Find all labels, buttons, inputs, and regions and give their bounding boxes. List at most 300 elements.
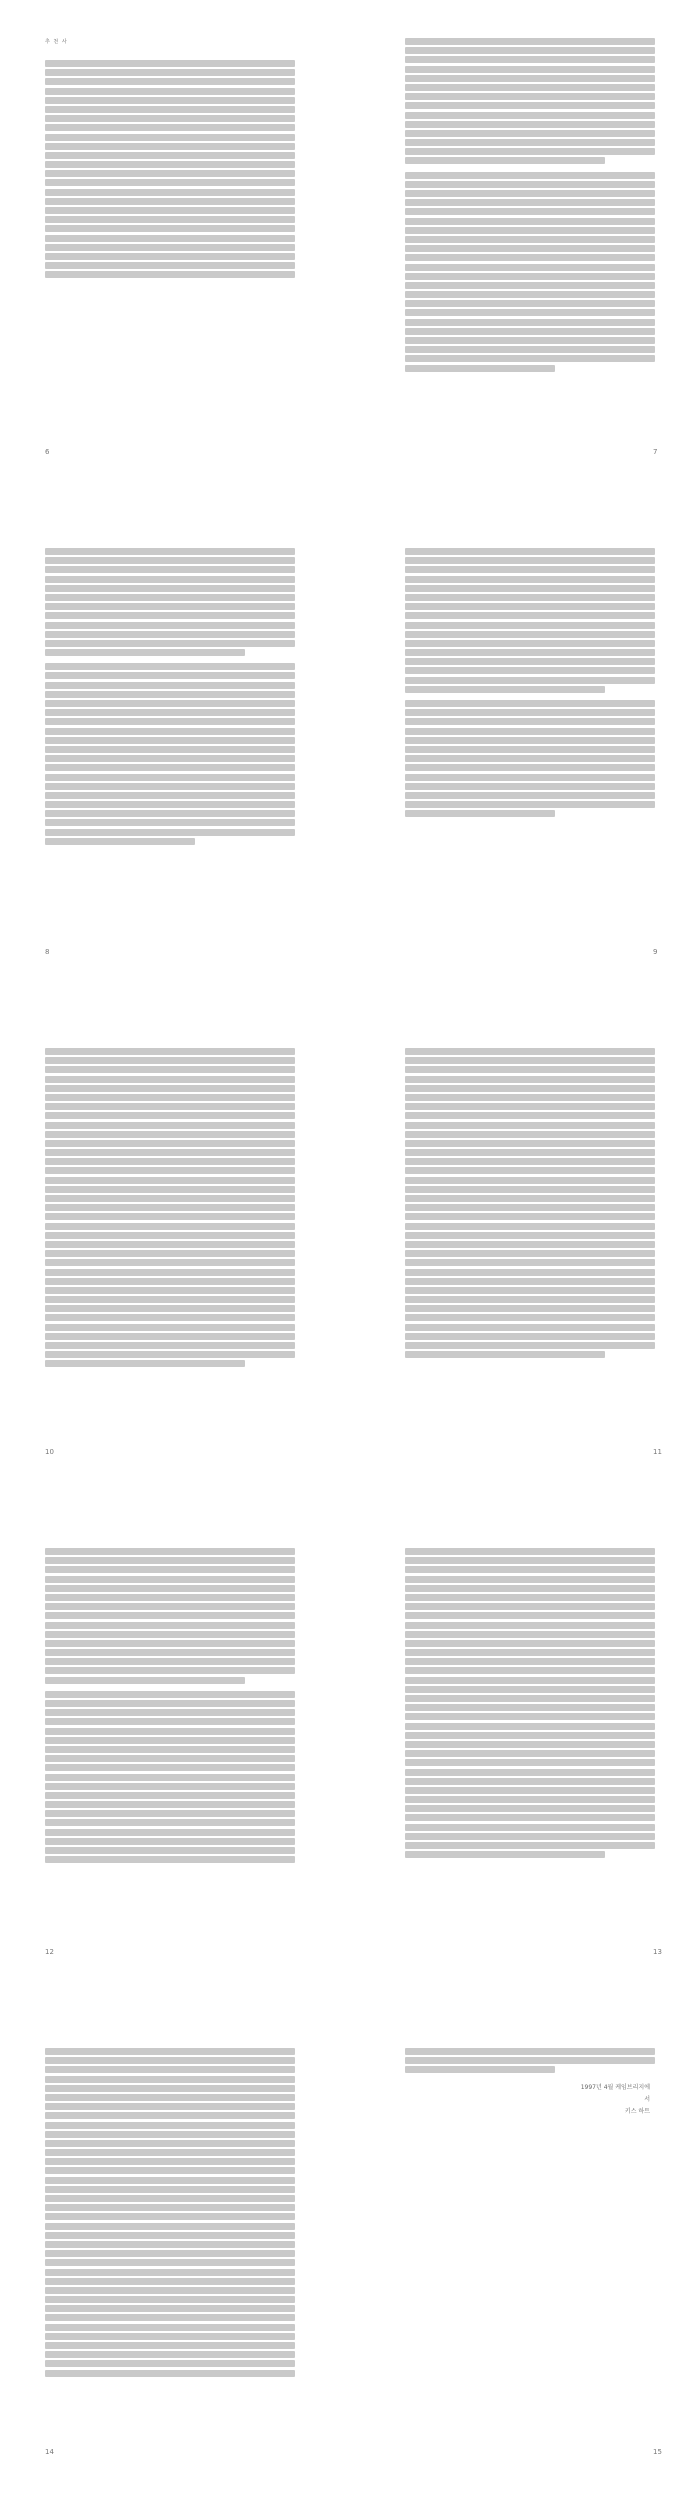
text-block [405,1548,655,1860]
text-line [405,667,655,674]
text-line [45,198,295,205]
text-line [45,216,295,223]
text-line [45,244,295,251]
text-line [45,594,295,601]
text-line [405,783,655,790]
text-line [45,682,295,689]
text-line [405,1167,655,1174]
text-line [45,1819,295,1826]
text-line [405,365,555,372]
text-line [45,1085,295,1092]
page-left [0,500,350,1000]
spread-5 [0,2000,700,2500]
text-line [45,1314,295,1321]
text-line [45,2370,295,2377]
text-line [45,1728,295,1735]
page-left [0,1500,350,2000]
text-line [45,253,295,260]
text-line [45,612,295,619]
text-block [45,2048,295,2379]
text-line [405,309,655,316]
text-line [45,1649,295,1656]
text-line [45,1250,295,1257]
text-line [45,603,295,610]
text-line [405,1769,655,1776]
text-line [45,262,295,269]
text-line [405,1842,655,1849]
text-line [405,1149,655,1156]
text-line [405,658,655,665]
text-line [405,1057,655,1064]
text-line [405,1667,655,1674]
text-block [405,38,655,374]
text-line [405,1278,655,1285]
text-line [45,663,295,670]
text-block [405,1048,655,1360]
text-line [405,1314,655,1321]
text-line [45,2158,295,2165]
spread-2 [0,500,700,1000]
text-line [405,1732,655,1739]
text-line [405,1232,655,1239]
text-line [45,1140,295,1147]
text-line [45,179,295,186]
text-line [405,1612,655,1619]
text-line [405,631,655,638]
text-line [45,2305,295,2312]
text-line [45,1631,295,1638]
text-line [45,2076,295,2083]
text-line [405,139,655,146]
text-line [405,1851,605,1858]
text-line [405,1094,655,1101]
page-left [0,1000,350,1500]
text-line [45,838,195,845]
text-line [405,1704,655,1711]
signoff-date: 1997년 4월 케임브리지에서 [580,2084,650,2103]
text-line [45,1557,295,1564]
text-line [405,700,655,707]
text-line [45,829,295,836]
text-line [45,649,245,656]
text-line [405,1296,655,1303]
text-line [405,737,655,744]
text-line [405,1351,605,1358]
text-line [405,190,655,197]
text-line [45,1167,295,1174]
text-line [405,38,655,45]
page-number: 13 [653,1948,662,1956]
text-line [45,189,295,196]
spread-3 [0,1000,700,1500]
text-line [45,170,295,177]
text-line [405,75,655,82]
text-line [45,1691,295,1698]
text-line [405,1213,655,1220]
text-line [405,746,655,753]
text-line [405,1649,655,1656]
text-line [45,2149,295,2156]
text-line [405,1048,655,1055]
text-line [45,737,295,744]
text-line [45,2094,295,2101]
text-line [405,227,655,234]
text-line [405,66,655,73]
text-line [45,2213,295,2220]
text-line [405,130,655,137]
text-line [45,622,295,629]
text-line [45,792,295,799]
text-line [45,1612,295,1619]
text-line [405,1658,655,1665]
text-line [45,1640,295,1647]
text-line [405,208,655,215]
text-line [45,718,295,725]
text-line [45,1333,295,1340]
text-line [45,1195,295,1202]
text-line [405,346,655,353]
text-line [45,1746,295,1753]
text-line [45,1764,295,1771]
text-line [45,1057,295,1064]
text-line [405,282,655,289]
text-line [405,1122,655,1129]
text-line [45,2269,295,2276]
text-line [45,1838,295,1845]
text-line [45,819,295,826]
text-line [45,78,295,85]
text-line [405,1140,655,1147]
text-line [45,2333,295,2340]
text-line [45,1296,295,1303]
text-line [405,622,655,629]
spread-1 [0,0,700,500]
text-line [405,585,655,592]
spread-4 [0,1500,700,2000]
text-line [45,1594,295,1601]
text-line [45,2278,295,2285]
text-line [45,691,295,698]
text-line [405,1342,655,1349]
text-line [45,2140,295,2147]
page-number: 10 [45,1448,54,1456]
text-line [45,2204,295,2211]
text-line [45,1076,295,1083]
text-line [405,1566,655,1573]
text-line [45,2103,295,2110]
text-line [405,801,655,808]
text-line [405,300,655,307]
page-right [350,500,700,1000]
text-line [405,774,655,781]
section-header: 추 천 사 [45,39,68,45]
page-number: 6 [45,448,50,456]
page-left [0,0,350,500]
text-line [405,1177,655,1184]
text-line [45,1342,295,1349]
text-line [405,792,655,799]
text-line [45,1223,295,1230]
text-line [45,728,295,735]
text-line [45,1066,295,1073]
text-line [45,1709,295,1716]
text-line [45,1177,295,1184]
text-line [45,1737,295,1744]
text-line [405,1103,655,1110]
text-line [405,337,655,344]
text-line [45,709,295,716]
text-line [405,47,655,54]
text-line [405,1805,655,1812]
page-right [350,0,700,500]
text-line [405,1548,655,1555]
text-line [45,1783,295,1790]
text-line [405,566,655,573]
text-line [45,1213,295,1220]
text-line [405,640,655,647]
text-line [45,2122,295,2129]
text-line [45,1603,295,1610]
text-line [45,566,295,573]
text-line [45,115,295,122]
text-line [45,1287,295,1294]
text-line [45,225,295,232]
text-line [405,1631,655,1638]
page-number: 9 [653,948,658,956]
text-line [405,245,655,252]
text-line [45,2085,295,2092]
text-line [405,1324,655,1331]
text-line [45,1700,295,1707]
text-line [405,93,655,100]
text-line [45,1755,295,1762]
text-line [45,810,295,817]
text-line [405,612,655,619]
text-block [45,548,295,847]
text-line [45,1241,295,1248]
text-line [45,2167,295,2174]
text-line [405,576,655,583]
text-line [405,1333,655,1340]
text-line [45,2360,295,2367]
text-line [45,548,295,555]
text-line [45,1269,295,1276]
text-line [45,2250,295,2257]
text-line [405,1195,655,1202]
text-line [45,1103,295,1110]
text-line [45,764,295,771]
text-line [45,1677,245,1684]
text-line [45,1548,295,1555]
text-line [405,1640,655,1647]
text-line [405,355,655,362]
text-line [45,2259,295,2266]
text-line [45,1856,295,1863]
page-right [350,2000,700,2500]
text-line [405,148,655,155]
text-line [405,1677,655,1684]
text-line [45,1204,295,1211]
text-line [45,106,295,113]
text-line [45,2186,295,2193]
text-line [45,1810,295,1817]
text-line [405,273,655,280]
text-block [405,2048,655,2076]
text-line [45,271,295,278]
text-line [405,2057,655,2064]
text-line [45,1112,295,1119]
text-line [45,88,295,95]
text-line [45,1131,295,1138]
text-line [45,2195,295,2202]
text-line [45,2287,295,2294]
text-line [405,1622,655,1629]
text-line [45,1667,295,1674]
text-line [45,1259,295,1266]
text-line [405,1585,655,1592]
text-line [405,1259,655,1266]
text-line [405,1158,655,1165]
text-line [405,1750,655,1757]
text-line [405,1076,655,1083]
text-line [405,1085,655,1092]
text-line [405,603,655,610]
text-line [45,143,295,150]
text-line [45,1829,295,1836]
text-line [45,1792,295,1799]
text-line [45,2342,295,2349]
text-line [405,2048,655,2055]
page-number: 14 [45,2448,54,2456]
text-line [405,594,655,601]
text-line [45,1048,295,1055]
text-line [405,1723,655,1730]
text-line [45,124,295,131]
text-line [405,677,655,684]
text-line [45,134,295,141]
text-line [45,161,295,168]
text-line [45,2324,295,2331]
paragraph-gap [405,167,655,172]
text-block [45,1548,295,1865]
text-line [405,199,655,206]
text-line [405,218,655,225]
text-line [45,1324,295,1331]
signoff-author: 키스 하트 [624,2108,650,2115]
text-line [45,1566,295,1573]
text-line [45,1232,295,1239]
text-line [405,1833,655,1840]
text-line [45,1774,295,1781]
text-line [405,1241,655,1248]
text-line [45,1718,295,1725]
text-line [45,1585,295,1592]
text-block [45,60,295,281]
text-line [45,1360,245,1367]
text-line [405,649,655,656]
text-line [45,1186,295,1193]
text-line [45,60,295,67]
text-line [45,2314,295,2321]
page-number: 8 [45,948,50,956]
text-line [405,1112,655,1119]
text-line [405,264,655,271]
page-left [0,2000,350,2500]
text-line [405,1576,655,1583]
text-line [405,548,655,555]
text-line [405,1796,655,1803]
text-line [45,672,295,679]
text-line [45,1658,295,1665]
text-line [45,1351,295,1358]
text-line [45,69,295,76]
text-line [405,102,655,109]
text-line [45,783,295,790]
text-line [45,2223,295,2230]
text-line [405,181,655,188]
text-line [405,157,605,164]
text-line [405,686,605,693]
text-line [405,1759,655,1766]
text-line [405,1186,655,1193]
text-line [45,1801,295,1808]
text-line [405,1557,655,1564]
text-line [45,557,295,564]
text-line [405,557,655,564]
text-line [405,254,655,261]
text-line [45,2066,295,2073]
page-number: 15 [653,2448,662,2456]
text-line [405,121,655,128]
text-block [45,1048,295,1370]
text-line [45,235,295,242]
text-line [405,1594,655,1601]
page-number: 11 [653,1448,662,1456]
text-line [45,801,295,808]
text-line [45,2351,295,2358]
text-line [45,2241,295,2248]
text-line [45,1094,295,1101]
text-line [45,97,295,104]
text-line [405,1695,655,1702]
text-line [45,2177,295,2184]
text-line [405,1305,655,1312]
page-number: 12 [45,1948,54,1956]
text-line [405,319,655,326]
text-line [405,810,555,817]
text-line [45,585,295,592]
text-line [405,1824,655,1831]
text-line [405,84,655,91]
text-line [45,2112,295,2119]
text-line [405,1250,655,1257]
text-line [45,1278,295,1285]
page-right [350,1500,700,2000]
text-line [45,1576,295,1583]
text-line [45,2048,295,2055]
text-line [45,2131,295,2138]
text-line [405,1814,655,1821]
text-line [45,1158,295,1165]
text-line [405,728,655,735]
text-line [45,774,295,781]
text-line [45,755,295,762]
text-line [405,172,655,179]
text-line [45,207,295,214]
page-right [350,1000,700,1500]
text-line [45,631,295,638]
text-line [405,56,655,63]
